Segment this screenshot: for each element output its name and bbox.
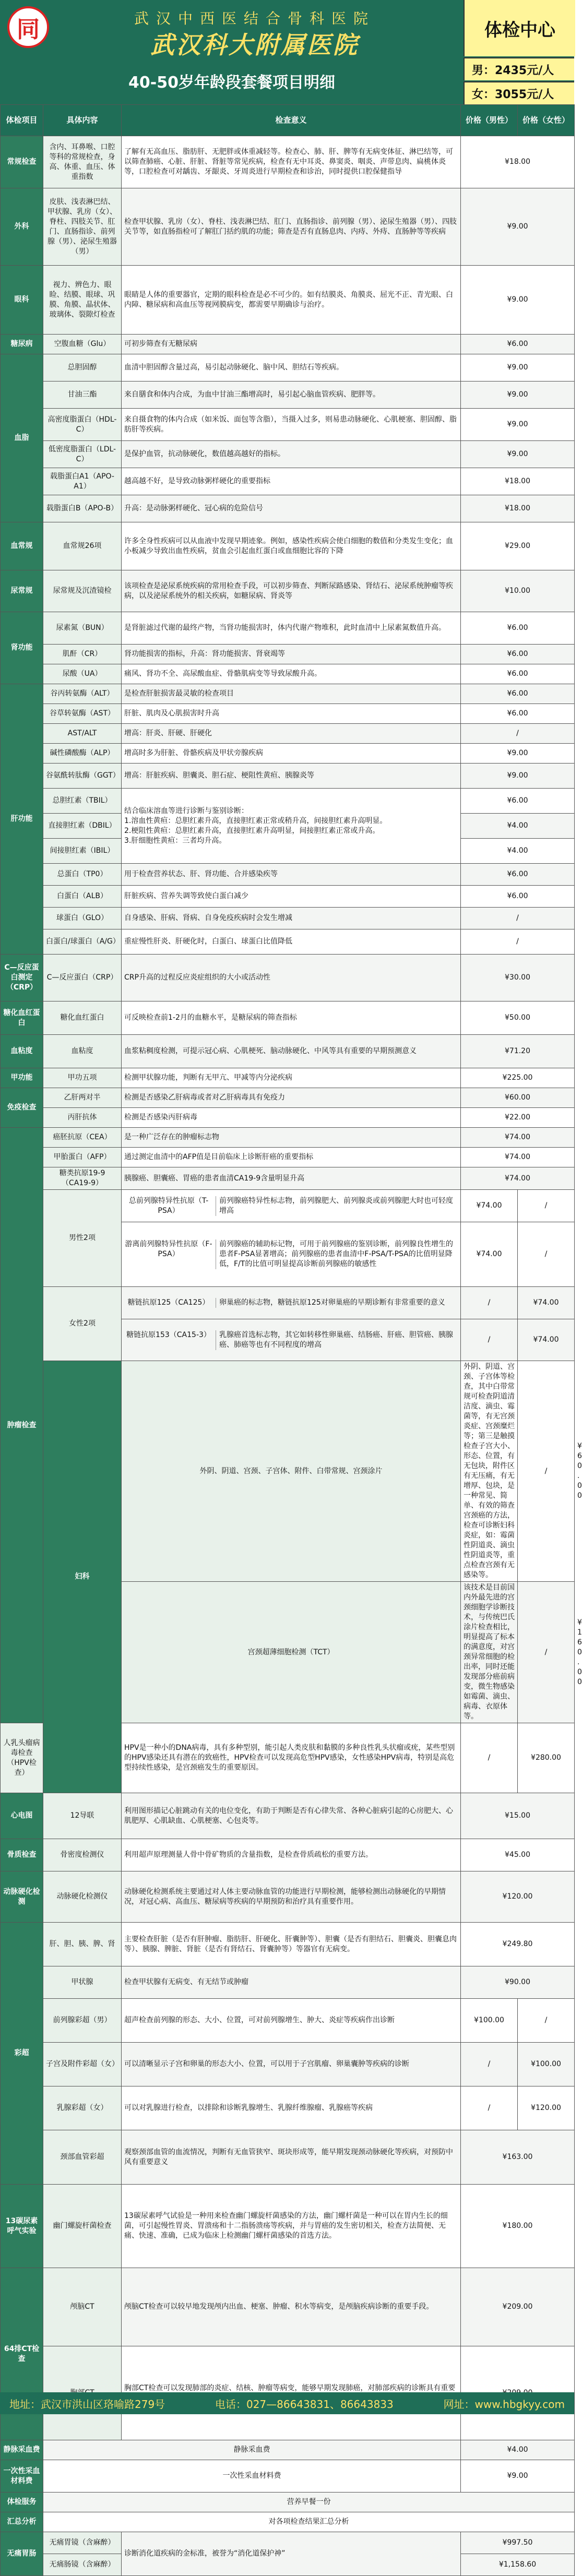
row-category: 常规检查 [1, 136, 43, 188]
row-price: ¥74.00 [461, 1148, 575, 1167]
row-meaning: 13碳尿素呼气试验是一种用来检查幽门螺旋杆菌感染的方法，幽门螺杆菌是一种可以在胃内生长的细菌，可引起慢性胃炎、胃溃疡和十二指肠溃疡等疾病，并与胃癌的发生密切相关，检查方法简便、无痛、快速、准确，已成为临床上检测幽门螺杆菌感染的首选方法。 [122, 2185, 461, 2268]
row-meaning: 可以清晰显示子宫和卵巢的形态大小、位置，可以用于子宫肌瘤、卵巢囊肿等疾病的诊断 [122, 2043, 461, 2086]
row-content: 一次性采血材料费 [43, 2460, 461, 2492]
table-row [1, 409, 575, 441]
row-category: 甲功能 [1, 1068, 43, 1088]
row-price: ¥50.00 [461, 1001, 575, 1035]
row-content: 血常规26项 [43, 522, 122, 570]
table-row [1, 1793, 575, 1839]
package-table [0, 104, 582, 2576]
row-price: ¥4.00 [461, 814, 575, 839]
table-row [1, 764, 575, 789]
table-row [1, 495, 575, 522]
row-content: 甲胎蛋白（AFP） [43, 1148, 122, 1167]
row-price-female: ¥280.00 [518, 1723, 575, 1793]
sub-item-desc: 乳腺癌首选标志物，其它如转移性卵巢癌、结肠癌、肝癌、胆管癌、胰腺癌、肺癌等也有不同程度的增高 [219, 1330, 453, 1349]
row-price: ¥15.00 [461, 1793, 575, 1839]
row-meaning: 是检查肝脏损害最灵敏的检查项目 [122, 684, 461, 704]
table-row [1, 1148, 575, 1167]
table-row [1, 929, 575, 955]
row-content: 前列腺彩超（男） [43, 1999, 122, 2043]
row-price-male: / [518, 1582, 575, 1723]
col-price-female: 价格（女性） [518, 105, 575, 136]
row-meaning: 外阴、阴道、宫颈、子宫体等检查，其中白带常规可检查阴道清洁度、滴虫、霉菌等，有无宫颈炎症、宫颈糜烂等；第三是触摸检查子宫大小、形态、位置，有无包块，附件区有无压痛，有无增厚、包块，是一种常见、简单、有效的筛查宫颈癌的方法，检查可诊断妇科炎症，如：霉菌性阴道炎、滴虫性阴道炎等，重点检查宫颈有无感染等。 [461, 1361, 518, 1582]
row-meaning: 可以对乳腺进行检查，以排除和诊断乳腺增生、乳腺纤维腺瘤、乳腺癌等疾病 [122, 2086, 461, 2130]
tumor-male-group: 男性2项 [43, 1190, 122, 1287]
table-row [1, 908, 575, 929]
row-meaning: 诊断消化道疾病的金标准，被誉为“消化道保护神” [122, 2532, 461, 2576]
row-price-female: ¥74.00 [518, 1287, 575, 1319]
row-price: ¥163.00 [461, 2130, 575, 2185]
row-meaning: 肾功能损害的指标，升高：肾功能损害、肾衰竭等 [122, 645, 461, 664]
table-row [1, 335, 575, 354]
table-row [1, 1923, 575, 1966]
table-row [1, 1871, 575, 1923]
row-category: 一次性采血材料费 [1, 2460, 43, 2492]
row-price: / [461, 724, 575, 744]
row-meaning: 痛风、肾功不全、高尿酸血症、骨骼肌病变等导致尿酸升高。 [122, 664, 461, 684]
row-content: 甲功五项 [43, 1068, 122, 1088]
row-meaning: 用于检查营养状态、肝、肾功能、合并感染疾等 [122, 864, 461, 886]
row-price: ¥18.00 [461, 468, 575, 495]
row-content: 高密度脂蛋白（HDL-C） [43, 409, 122, 441]
row-meaning: 利用图形描记心脏跳动有关的电位变化，有助于判断是否有心律失常、各种心脏病引起的心房肥大、心肌肥厚、心肌缺血、心肌梗塞、心包炎等。 [122, 1793, 461, 1839]
row-price-male: ¥100.00 [461, 1999, 518, 2043]
row-meaning: 增高：肝脏疾病、胆囊炎、胆石症、梗阻性黄疸、胰腺炎等 [122, 764, 461, 789]
row-content: 对各项检查结果汇总分析 [43, 2512, 575, 2532]
logo-char: 同 [17, 16, 40, 43]
row-price-male: / [461, 1723, 518, 1793]
row-meaning: 该技术是目前国内外最先进的宫颈细胞学诊断技术，与传统巴氏涂片检查相比，明显提高了标本的满意度，对宫颈异常细胞的检出率，同时还能发现部分癌前病变，微生物感染如霉菌、滴虫、病毒、衣原体等。 [461, 1582, 518, 1723]
row-content: 甘油三酯 [43, 381, 122, 409]
col-category: 体检项目 [1, 105, 43, 136]
sub-item-name: 糖链抗原153（CA15-3） [124, 1330, 216, 1350]
table-row [1, 1190, 575, 1222]
row-meaning [122, 1222, 461, 1287]
row-price: ¥71.20 [461, 1035, 575, 1068]
row-meaning: 该项检查是泌尿系统疾病的常用检查手段，可以初步筛查、判断尿路感染、肾结石、泌尿系统肿瘤等疾病，以及泌尿系统外的相关疾病，如糖尿病、肾炎等 [122, 570, 461, 612]
footer [0, 2392, 574, 2414]
row-content: 直接胆红素（DBIL） [43, 814, 122, 839]
row-content: 空腹血糖（Glu） [43, 335, 122, 354]
row-meaning: 眼睛是人体的重要器官，定期的眼科检查是必不可少的。如有结膜炎、角膜炎、屈光不正、青光眼、白内障、糖尿病和高血压等视网膜病变，都需要早期确诊与治疗。 [122, 266, 461, 335]
row-category: 外科 [1, 188, 43, 266]
row-category: 血常规 [1, 522, 43, 570]
row-content: 总胆固醇 [43, 354, 122, 381]
row-content: 子宫及附件彩超（女） [43, 2043, 122, 2086]
row-content: 颈部血管彩超 [43, 2130, 122, 2185]
table-row [1, 744, 575, 764]
row-content: 载脂蛋白B（APO-B） [43, 495, 122, 522]
row-content: 低密度脂蛋白（LDL-C） [43, 441, 122, 468]
row-content: 糖类抗原19-9（CA19-9） [43, 1167, 122, 1190]
row-price-female: ¥120.00 [518, 2086, 575, 2130]
row-content: 视力、辨色力、眼睑、结膜、眼球、巩膜、角膜、晶状体、玻璃体、裂隙灯检查 [43, 266, 122, 335]
row-price-male: ¥74.00 [461, 1222, 518, 1287]
table-row [1, 2130, 575, 2185]
hospital-name-line2: 武汉科大附属医院 [150, 31, 359, 59]
row-category: 汇总分析 [1, 2512, 43, 2532]
table-row [1, 2185, 575, 2268]
table-row [1, 2268, 575, 2346]
row-price: ¥6.00 [461, 684, 575, 704]
table-row [1, 381, 575, 409]
table-row [1, 136, 575, 188]
row-price: ¥9.00 [461, 764, 575, 789]
row-meaning: 检测是否感染丙肝病毒 [122, 1108, 461, 1128]
row-content: 乙肝两对半 [43, 1088, 122, 1108]
row-price: ¥6.00 [461, 789, 575, 814]
table-row [1, 645, 575, 664]
row-content: 尿素氮（BUN） [43, 612, 122, 645]
row-price: ¥18.00 [461, 136, 575, 188]
table-row [1, 789, 575, 814]
row-content: 颅脑CT [43, 2268, 122, 2346]
row-price: ¥6.00 [461, 645, 575, 664]
row-price-male: / [461, 1287, 518, 1319]
row-price: ¥30.00 [461, 955, 575, 1001]
table-row [1, 1068, 575, 1088]
row-category: 静脉采血费 [1, 2440, 43, 2460]
tumor-female-group: 女性2项 [43, 1287, 122, 1361]
row-content: 12导联 [43, 1793, 122, 1839]
row-category: 糖化血红蛋白 [1, 1001, 43, 1035]
row-category: 眼科 [1, 266, 43, 335]
table-row [1, 570, 575, 612]
row-price-female: ¥100.00 [518, 2043, 575, 2086]
footer-phone: 电话：027—86643831、86643833 [215, 2398, 394, 2411]
row-category: C—反应蛋白测定（CRP） [1, 955, 43, 1001]
row-category: 血粘度 [1, 1035, 43, 1068]
row-price: / [461, 929, 575, 955]
row-meaning: 重症慢性肝炎、肝硬化时，白蛋白、球蛋白比值降低 [122, 929, 461, 955]
price-male: 男：2435元/人 [464, 57, 574, 80]
table-row [1, 704, 575, 724]
row-content: 谷丙转氨酶（ALT） [43, 684, 122, 704]
row-meaning: 检查甲状腺有无病变、有无结节或肿瘤 [122, 1966, 461, 1999]
table-row [1, 2492, 575, 2512]
table-row [1, 2086, 575, 2130]
table-row [1, 612, 575, 645]
row-price-male: ¥74.00 [461, 1190, 518, 1222]
row-content: 白蛋白/球蛋白（A/G） [43, 929, 122, 955]
row-price: ¥6.00 [461, 886, 575, 908]
row-content: 总胆红素（TBIL） [43, 789, 122, 814]
row-content: 血粘度 [43, 1035, 122, 1068]
row-category: 尿常规 [1, 570, 43, 612]
table-row [1, 2512, 575, 2532]
row-price: ¥6.00 [461, 335, 575, 354]
row-meaning: 胸部CT检查可以发现肺部的炎症、结核、肿瘤等病变，能够早期发现肺癌，对肺部疾病的诊断具有重要 [122, 2346, 461, 2440]
table-row [1, 1167, 575, 1190]
row-meaning: HPV是一种小的DNA病毒，具有多种型别，能引起人类皮肤和黏膜的多种良性乳头状瘤或疣，某些型别的HPV感染还具有潜在的致癌性，HPV检查可以发现高危型HPV感染，女性感染HPV病毒，特别是高危型持续性感染，是宫颈癌发生的重要原因。 [122, 1723, 461, 1793]
table-row [1, 955, 575, 1001]
row-meaning: 检查甲状腺、乳房（女）、脊柱、浅表淋巴结、肛门、直肠指诊、前列腺（男）、泌尿生殖器（男）、四肢关节等，如直肠指检可了解肛门括约肌的功能；筛查是否有直肠息肉、内痔、外痔、直肠肿等等疾病 [122, 188, 461, 266]
row-meaning: 是一种广泛存在的肿瘤标志物 [122, 1128, 461, 1148]
table-row [1, 1999, 575, 2043]
row-content: 载脂蛋白A1（APO-A1） [43, 468, 122, 495]
row-content: 糖化血红蛋白 [43, 1001, 122, 1035]
row-meaning: 是保护血管，抗动脉硬化，数值越高越好的指标。 [122, 441, 461, 468]
table-row [1, 1001, 575, 1035]
row-content: 营养早餐一份 [43, 2492, 575, 2512]
row-price: ¥6.00 [461, 612, 575, 645]
table-row [1, 2043, 575, 2086]
row-content: 甲状腺 [43, 1966, 122, 1999]
col-meaning: 检查意义 [122, 105, 461, 136]
row-meaning: 血浆粘稠度检测，可提示冠心病、心肌梗死、脑动脉硬化、中风等具有重要的早期预测意义 [122, 1035, 461, 1068]
row-category: 肿瘤检查 [1, 1128, 43, 1723]
row-content: 球蛋白（GLO） [43, 908, 122, 929]
row-content: 肌酐（CR） [43, 645, 122, 664]
row-content: 骨密度检测仪 [43, 1839, 122, 1871]
row-meaning: 可反映检查前1-2月的血糖水平，是糖尿病的筛查指标 [122, 1001, 461, 1035]
col-content: 具体内容 [43, 105, 122, 136]
row-content: 人乳头瘤病毒检查（HPV检查） [1, 1723, 43, 1793]
row-price: ¥9.00 [461, 381, 575, 409]
row-meaning: 动脉硬化检测系统主要通过对人体主要动脉血管的功能进行早期检测，能够检测出动脉硬化的早期情况，对冠心病、高血压、糖尿病等疾病的早期预防和治疗具有重要作用。 [122, 1871, 461, 1923]
table-row [1, 1839, 575, 1871]
row-content: 癌胚抗原（CEA） [43, 1128, 122, 1148]
hospital-name-line1: 武汉中西医结合骨科医院 [134, 10, 375, 27]
row-content: 无痛胃镜（含麻醉） [43, 2532, 122, 2554]
sub-item-name: 游离前列腺特异性抗原（F-PSA） [124, 1239, 216, 1269]
row-meaning: 通过测定血清中的AFP值是目前临床上诊断肝癌的重要指标 [122, 1148, 461, 1167]
row-meaning: 自身感染、肝病、肾病、自身免疫疾病时会发生增减 [122, 908, 461, 929]
row-meaning: 主要检查肝脏（是否有肝肿瘤、脂肪肝、肝硬化、肝囊肿等）、胆囊（是否有胆结石、胆囊炎、胆囊息肉等）、胰腺、脾脏、肾脏（是否有肾结石、肾囊肿等）等器官有无病变。 [122, 1923, 461, 1966]
row-price-male: / [461, 2043, 518, 2086]
table-header-row [1, 105, 575, 136]
row-price: ¥180.00 [461, 2185, 575, 2268]
row-category: 动脉硬化检测 [1, 1871, 43, 1923]
row-price: ¥9.00 [461, 188, 575, 266]
row-content: 尿酸（UA） [43, 664, 122, 684]
row-meaning: 检测是否感染乙肝病毒或者对乙肝病毒具有免疫力 [122, 1088, 461, 1108]
table-row [1, 188, 575, 266]
sub-item-name: 糖链抗原125（CA125） [124, 1298, 216, 1308]
row-content: 静脉采血费 [43, 2440, 461, 2460]
row-meaning: 可初步筛查有无糖尿病 [122, 335, 461, 354]
row-meaning: 超声检查前列腺的形态、大小、位置，可对前列腺增生、肿大、炎症等疾病作出诊断 [122, 1999, 461, 2043]
row-meaning: 增高：肝炎、肝硬、肝硬化 [122, 724, 461, 744]
row-content: 谷氨酰转肽酶（GGT） [43, 764, 122, 789]
row-price: ¥6.00 [461, 704, 575, 724]
row-price: ¥209.00 [461, 2268, 575, 2346]
row-price: ¥1,158.60 [461, 2554, 575, 2576]
row-price-male: / [518, 1361, 575, 1582]
row-price: ¥22.00 [461, 1108, 575, 1128]
row-price: ¥6.00 [461, 864, 575, 886]
col-price-male: 价格（男性） [461, 105, 518, 136]
row-price: ¥18.00 [461, 495, 575, 522]
table-row [1, 522, 575, 570]
table-row [1, 664, 575, 684]
row-price: ¥9.00 [461, 354, 575, 381]
table-row [1, 1088, 575, 1108]
table-body [1, 136, 582, 2576]
center-title: 体检中心 [464, 0, 575, 56]
row-meaning: 胰腺癌、胆囊癌、胃癌的患者血清CA19-9含量明显升高 [122, 1167, 461, 1190]
row-content: 总蛋白（TP0） [43, 864, 122, 886]
row-meaning: 观察颈部血管的血流情况，判断有无血管狭窄、斑块形成等，能早期发现颈动脉硬化等疾病，对预防中风有重要意义 [122, 2130, 461, 2185]
table-row: 妇科 外阴、阴道、宫颈、子宫体、附件、白带常规、宫颈涂片 外阴、阴道、宫颈、子宫体等检查，其中白带常规可检查阴道清洁度、滴虫、霉菌等，有无宫颈炎症、宫颈糜烂等；第三是触摸检查子宫大小、形态、位置，有无包块，附件区有无压痛，有无增厚、包块，是一种常见、简单、有效的筛查宫颈癌的方法，检查可诊断妇科炎症，如：霉菌性阴道炎、滴虫性阴道炎等，重点检查宫颈有无感染等。 / ¥60.00 [1, 1361, 575, 1582]
row-price-female: / [518, 1190, 575, 1222]
table-row [1, 864, 575, 886]
table-row [1, 1108, 575, 1128]
row-category: 无痛胃肠 [1, 2532, 43, 2576]
row-category: 骨质检查 [1, 1839, 43, 1871]
row-content: 谷草转氨酶（AST） [43, 704, 122, 724]
sub-item-desc: 前列腺癌的辅助标记物，可用于前列腺癌的鉴别诊断，前列腺良性增生的患者F-PSA显著增高；前列腺癌的患者血清中F-PSA/T-PSA的比值明显降低，F/T的比值可明显提高诊断前列腺癌的敏感性 [219, 1240, 453, 1268]
table-row [1, 2532, 575, 2554]
row-price: ¥9.00 [461, 744, 575, 764]
row-content: 尿常规及沉渣镜检 [43, 570, 122, 612]
row-category: 肾功能 [1, 612, 43, 684]
row-price: ¥9.00 [461, 2460, 575, 2492]
row-price-male: / [461, 1319, 518, 1361]
row-price: ¥10.00 [461, 570, 575, 612]
row-meaning: 许多全身性疾病可以从血液中发现早期迹象。例如，感染性疾病会使白细胞的数值和分类发生变化；血小板减少导致出血性疾病，贫血会引起血红蛋白或血细胞比容的下降 [122, 522, 461, 570]
row-content: 肝、胆、胰、脾、肾 [43, 1923, 122, 1966]
row-price: ¥9.00 [461, 441, 575, 468]
row-price: ¥45.00 [461, 1839, 575, 1871]
row-content: 丙肝抗体 [43, 1108, 122, 1128]
row-content: 宫颈超薄细胞检测（TCT） [122, 1582, 461, 1723]
row-price: ¥120.00 [461, 1871, 575, 1923]
row-price: ¥6.00 [461, 664, 575, 684]
row-category: 彩超 [1, 1923, 43, 2185]
row-content: AST/ALT [43, 724, 122, 744]
footer-website[interactable]: 网址：www.hbgkyy.com [443, 2398, 565, 2411]
row-price-female: / [518, 1222, 575, 1287]
row-meaning: 来自摄食物的体内合成（如米饭、面包等含脂），当摄入过多，则易患动脉硬化、心肌梗塞、胆固醇、脂肪肝等疾病。 [122, 409, 461, 441]
header [0, 0, 574, 104]
sub-item-name: 总前列腺特异性抗原（T-PSA） [124, 1196, 216, 1216]
row-content: 皮肤、浅表淋巴结、甲状腺、乳房（女）、脊柱、四肢关节、肛门、直肠指诊、前列腺（男）、泌尿生殖器（男） [43, 188, 122, 266]
row-meaning [122, 1190, 461, 1222]
footer-address: 地址：武汉市洪山区珞喻路279号 [9, 2398, 165, 2411]
row-price-male: / [461, 2086, 518, 2130]
row-meaning [122, 1319, 461, 1361]
table-row [1, 1035, 575, 1068]
package-title: 40-50岁年龄段套餐项目明细 [128, 74, 335, 92]
table-row [1, 1128, 575, 1148]
table-row [1, 1966, 575, 1999]
row-meaning: 利用超声原理测量人骨中骨矿物质的含量指数，是检查骨质疏松的重要方法。 [122, 1839, 461, 1871]
row-category: 免疫检查 [1, 1088, 43, 1128]
row-meaning: 肝脏、肌肉及心肌损害时升高 [122, 704, 461, 724]
row-price: ¥249.80 [461, 1923, 575, 1966]
row-content: 白蛋白（ALB） [43, 886, 122, 908]
row-content: 间接胆红素（IBIL） [43, 839, 122, 864]
row-price: ¥9.00 [461, 409, 575, 441]
row-meaning: 来自膳食和体内合成，为血中甘油三酯增高时，易引起心脑血管疾病、肥胖等。 [122, 381, 461, 409]
price-female: 女：3055元/人 [464, 81, 574, 104]
row-price: ¥74.00 [461, 1128, 575, 1148]
row-price: ¥997.50 [461, 2532, 575, 2554]
row-content: 动脉硬化检测仪 [43, 1871, 122, 1923]
row-price-female: / [518, 1999, 575, 2043]
row-content: 无痛肠镜（含麻醉） [43, 2554, 122, 2576]
row-meaning: 了解有无高血压、脂肪肝、无肥胖或体重减轻等。检查心、肺、肝、脾等有无病变体征、淋巴结等，可以筛查肺癌、心脏、肝脏、肾脏等常见疾病，检查有无中耳炎、鼻窦炎、咽炎、声带息肉、扁桃体炎等，口腔检查可对龋齿、牙龈炎、牙周炎进行早期检查和诊治，同时提供口腔保健指导 [122, 136, 461, 188]
hospital-logo [7, 6, 49, 48]
row-content: C—反应蛋白（CRP） [43, 955, 122, 1001]
row-price: ¥9.00 [461, 266, 575, 335]
table-row [1, 468, 575, 495]
row-meaning: 结合临床溶血等进行诊断与鉴别诊断： 1.溶血性黄疸：总胆红素升高，直接胆红素正常或稍升高，间接胆红素升高明显。 2.梗阻性黄疸：总胆红素升高，直接胆红素升高明显，间接胆红素正常或升高。 3.肝细胞性黄疸：三者均升高。 [122, 789, 461, 864]
row-price: ¥225.00 [461, 1068, 575, 1088]
row-category: 糖尿病 [1, 335, 43, 354]
row-price: ¥74.00 [461, 1167, 575, 1190]
row-meaning: 增高时多为肝脏、骨骼疾病及甲状旁腺疾病 [122, 744, 461, 764]
row-price: ¥4.00 [461, 2440, 575, 2460]
row-price: ¥60.00 [461, 1088, 575, 1108]
table-row [1, 1287, 575, 1319]
row-price: ¥4.00 [461, 839, 575, 864]
row-price: ¥29.00 [461, 522, 575, 570]
row-price: ¥90.00 [461, 1966, 575, 1999]
row-category: 肝功能 [1, 684, 43, 955]
row-meaning: CRP升高的过程反应炎症组织的大小或活动性 [122, 955, 461, 1001]
table-row [1, 724, 575, 744]
row-category: 13碳尿素呼气实验 [1, 2185, 43, 2268]
table-row [1, 354, 575, 381]
row-category: 体检服务 [1, 2492, 43, 2512]
row-meaning: 越高越不好，是导致动脉粥样硬化的重要指标 [122, 468, 461, 495]
table-row [1, 886, 575, 908]
sub-item-desc: 前列腺癌特异性标志物，前列腺肥大、前列腺炎或前列腺肥大时也可轻度增高 [219, 1196, 453, 1215]
row-meaning: 升高：是动脉粥样硬化、冠心病的危险信号 [122, 495, 461, 522]
row-category: 64排CT检查 [1, 2268, 43, 2440]
row-meaning: 检测甲状腺功能，判断有无甲亢、甲减等内分泌疾病 [122, 1068, 461, 1088]
row-meaning: 是肾脏滤过代谢的最终产物，当肾功能损害时，体内代谢产物堆积，此时血清中上尿素氮数值升高。 [122, 612, 461, 645]
row-category: 妇科 [43, 1361, 122, 1793]
row-content: 含内、耳鼻喉、口腔等科的常规检查，身高、体重、血压、体重指数 [43, 136, 122, 188]
table-row [1, 266, 575, 335]
row-price-female: ¥74.00 [518, 1319, 575, 1361]
table-row [1, 441, 575, 468]
row-content: 碱性磷酸酶（ALP） [43, 744, 122, 764]
row-category: 血脂 [1, 354, 43, 522]
sub-item-desc: 卵巢癌的标志物，糖链抗原125对卵巢癌的早期诊断有非常重要的意义 [219, 1298, 445, 1307]
row-content: 外阴、阴道、宫颈、子宫体、附件、白带常规、宫颈涂片 [122, 1361, 461, 1582]
row-meaning: 血清中胆固醇含量过高，易引起动脉硬化、脑中风、胆结石等疾病。 [122, 354, 461, 381]
row-meaning: 颅脑CT检查可以较早地发现颅内出血、梗塞、肿瘤、积水等病变，是颅脑疾病诊断的重要手段。 [122, 2268, 461, 2346]
table-row [1, 2460, 575, 2492]
row-content: 幽门螺旋杆菌检查 [43, 2185, 122, 2268]
table-row: 宫颈超薄细胞检测（TCT） 该技术是目前国内外最先进的宫颈细胞学诊断技术，与传统巴氏涂片检查相比，明显提高了标本的满意度，对宫颈异常细胞的检出率，同时还能发现部分癌前病变，微生物感染如霉菌、滴虫、病毒、衣原体等。 / ¥160.00 [1, 1582, 575, 1723]
row-price: / [461, 908, 575, 929]
table-row [1, 684, 575, 704]
row-category: 心电图 [1, 1793, 43, 1839]
row-content: 乳腺彩超（女） [43, 2086, 122, 2130]
row-meaning [122, 1287, 461, 1319]
table-row [1, 2440, 575, 2460]
row-meaning: 肝脏疾病、营养失调等致使白蛋白减少 [122, 886, 461, 908]
